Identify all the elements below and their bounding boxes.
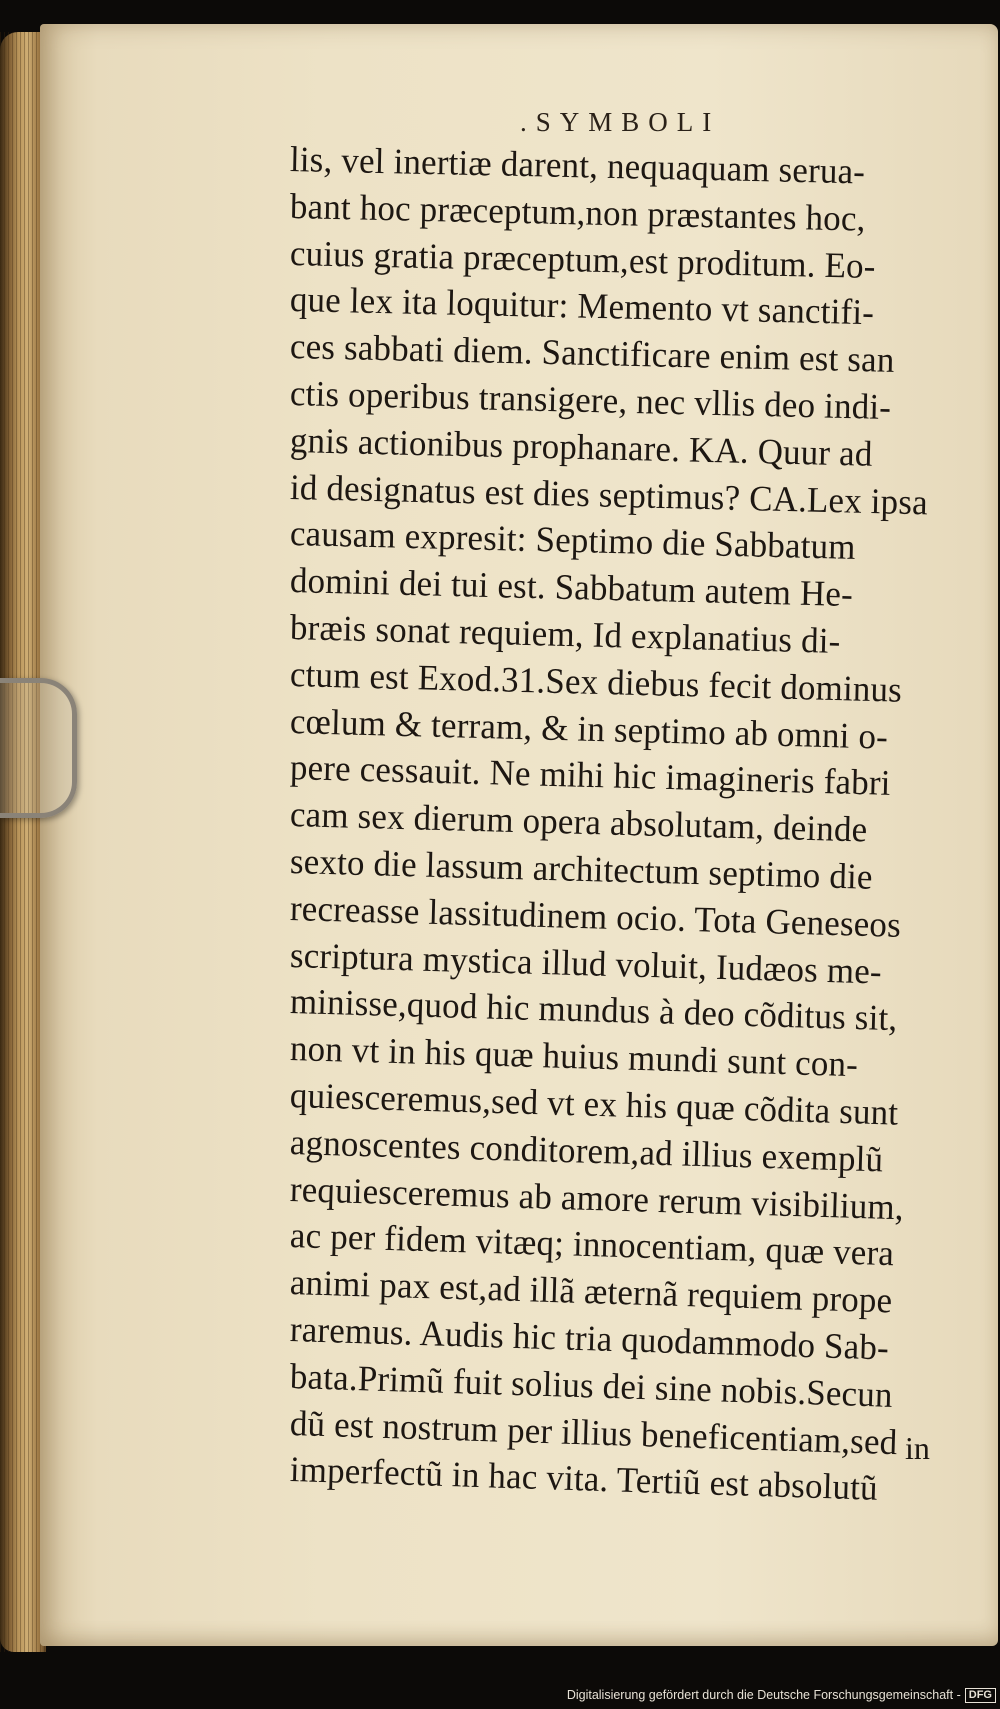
text-line: requiesceremus ab amore rerum visibilium, bbox=[289, 1168, 905, 1227]
digitization-credit bbox=[567, 1688, 996, 1703]
text-block bbox=[289, 136, 950, 1509]
text-line: pere cessauit. Ne mihi hic imagineris fabri bbox=[289, 747, 892, 804]
text-line: bant hoc præceptum,non præstantes hoc, bbox=[289, 185, 866, 239]
text-line: quiesceremus,sed vt ex his quæ cõdita sunt bbox=[289, 1074, 899, 1133]
text-line: recreasse lassitudinem ocio. Tota Geneseos bbox=[289, 887, 902, 945]
text-line: agnoscentes conditorem,ad illius exemplũ bbox=[289, 1121, 884, 1180]
text-line: ces sabbati diem. Sanctificare enim est san bbox=[289, 326, 895, 381]
credit-text: Digitalisierung gefördert durch die Deutsche Forschungsgemeinschaft - bbox=[566, 1687, 961, 1702]
text-line: scriptura mystica illud voluit, Iudæos me- bbox=[289, 934, 883, 992]
text-line: bata.Primũ fuit solius dei sine nobis.Secun bbox=[289, 1355, 894, 1415]
text-line: animi pax est,ad illã æternã requiem prope bbox=[289, 1262, 893, 1321]
catchword: in bbox=[905, 1430, 930, 1466]
text-line: imperfectũ in hac vita. Tertiũ est absolutũ bbox=[289, 1449, 879, 1509]
text-line: cam sex dierum opera absolutam, deinde bbox=[289, 794, 868, 850]
running-head: .SYMBOLI bbox=[520, 107, 721, 137]
text-line: non vt in his quæ huius mundi sunt con- bbox=[289, 1028, 859, 1085]
text-line: lis, vel inertiæ darent, nequaquam serua- bbox=[289, 139, 866, 192]
text-line: raremus. Audis hic tria quodammodo Sab- bbox=[289, 1308, 890, 1368]
text-line: que lex ita loquitur: Memento vt sanctifi- bbox=[289, 279, 875, 333]
text-line: bræis sonat requiem, Id explanatius di- bbox=[289, 606, 841, 661]
text-line: causam expresit: Septimo die Sabbatum bbox=[289, 513, 857, 568]
text-line: dũ est nostrum per illius beneficentiam,sed bbox=[289, 1402, 898, 1462]
text-line: ac per fidem vitæq; innocentiam, quæ vera bbox=[289, 1215, 895, 1274]
text-line: cuius gratia præceptum,est proditum. Eo- bbox=[289, 232, 877, 286]
text-line: sexto die lassum architectum septimo die bbox=[289, 840, 874, 897]
text-line: minisse,quod hic mundus à deo cõditus sit, bbox=[289, 981, 898, 1039]
text-line: id designatus est dies septimus? CA.Lex ipsa bbox=[289, 466, 929, 522]
text-line: domini dei tui est. Sabbatum autem He- bbox=[289, 560, 854, 615]
text-line: ctis operibus transigere, nec vllis deo indi- bbox=[289, 372, 892, 428]
dfg-logo: DFG bbox=[965, 1688, 996, 1703]
text-line: cœlum & terram, & in septimo ab omni o- bbox=[289, 700, 889, 757]
text-line: gnis actionibus prophanare. KA. Quur ad bbox=[289, 419, 873, 474]
book-clasp bbox=[0, 678, 77, 818]
text-line: ctum est Exod.31.Sex diebus fecit dominus bbox=[289, 653, 903, 710]
